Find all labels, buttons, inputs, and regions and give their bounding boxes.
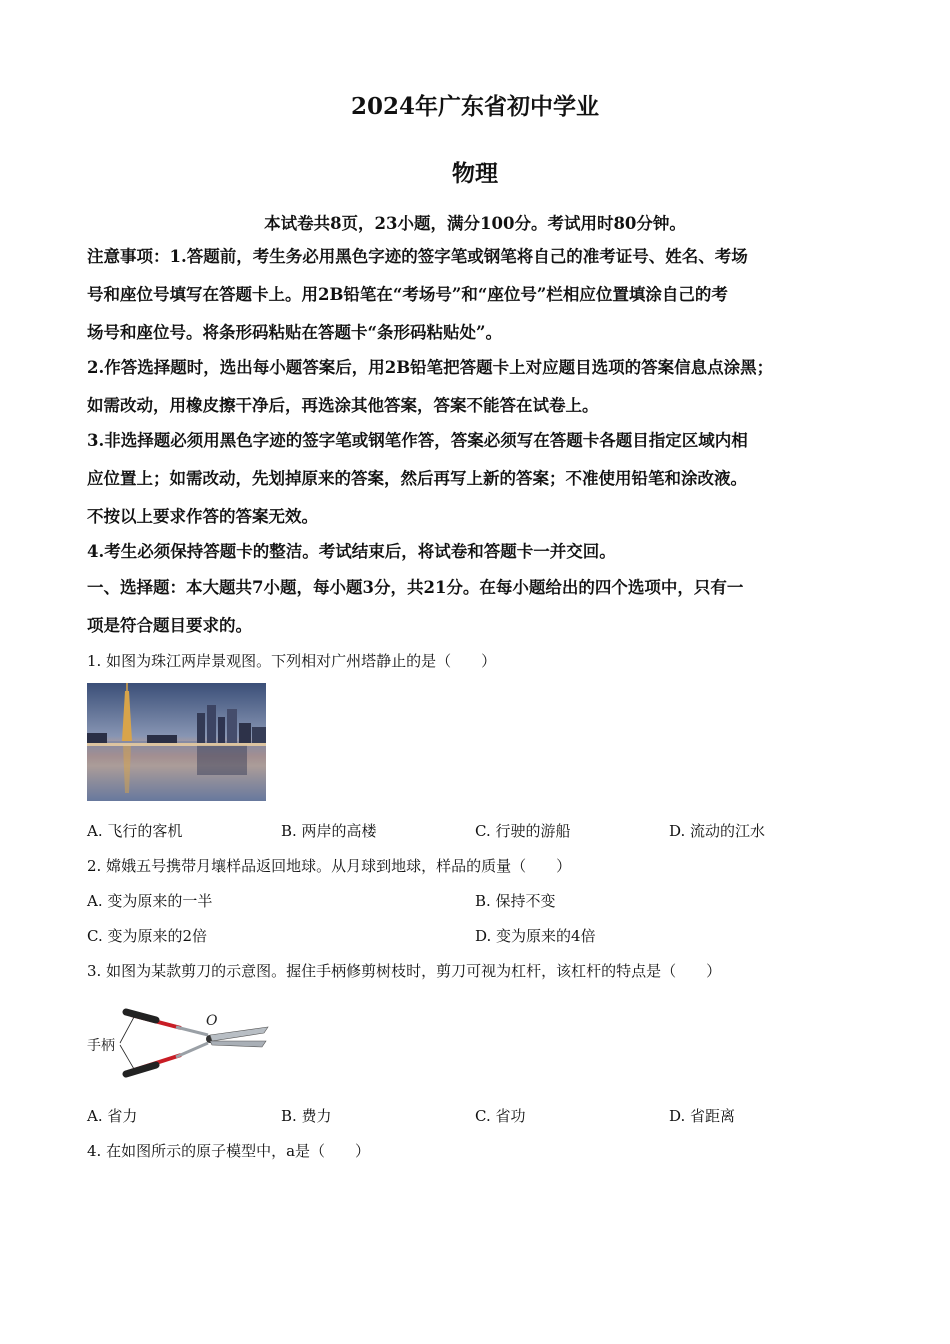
- option-b: B. 保持不变: [475, 892, 556, 910]
- option-d: D. 流动的江水: [669, 822, 766, 840]
- note-line: 注意事项：1.答题前，考生务必用黑色字迹的签字笔或钢笔将自己的准考证号、姓名、考场: [87, 247, 748, 266]
- question-stem: 1. 如图为珠江两岸景观图。下列相对广州塔静止的是（ ）: [87, 652, 497, 670]
- note-line: 不按以上要求作答的答案无效。: [87, 507, 318, 526]
- note-line: 应位置上；如需改动，先划掉原来的答案，然后再写上新的答案；不准使用铅笔和涂改液。: [87, 469, 747, 488]
- option-b: B. 两岸的高楼: [281, 822, 377, 840]
- pivot-label: O: [206, 1013, 218, 1029]
- subject-title: 物理: [452, 160, 498, 187]
- note-line: 场号和座位号。将条形码粘贴在答题卡“条形码粘贴处”。: [87, 323, 502, 342]
- option-a: A. 飞行的客机: [87, 822, 183, 840]
- option-c: C. 变为原来的2倍: [87, 927, 208, 945]
- hedge-shears-figure: [86, 1003, 271, 1081]
- pearl-river-photo: [87, 683, 266, 801]
- option-a: A. 省力: [87, 1107, 138, 1125]
- note-line: 4.考生必须保持答题卡的整洁。考试结束后，将试卷和答题卡一并交回。: [87, 542, 616, 561]
- note-line: 3.非选择题必须用黑色字迹的签字笔或钢笔作答，答案必须写在答题卡各题目指定区域内相: [87, 431, 748, 450]
- question-stem: 4. 在如图所示的原子模型中，a是（ ）: [87, 1142, 371, 1160]
- option-b: B. 费力: [281, 1107, 332, 1125]
- section-heading: 一、选择题：本大题共7小题，每小题3分，共21分。在每小题给出的四个选项中，只有一: [87, 578, 744, 597]
- question-stem: 2. 嫦娥五号携带月壤样品返回地球。从月球到地球，样品的质量（ ）: [87, 857, 572, 875]
- option-d: D. 省距离: [669, 1107, 736, 1125]
- option-c: C. 省功: [475, 1107, 526, 1125]
- handle-label: 手柄: [87, 1038, 115, 1054]
- option-d: D. 变为原来的4倍: [475, 927, 596, 945]
- exam-title: 2024年广东省初中学业: [350, 93, 599, 120]
- option-c: C. 行驶的游船: [475, 822, 571, 840]
- note-line: 2.作答选择题时，选出每小题答案后，用2B铅笔把答题卡上对应题目选项的答案信息点涂黑；: [87, 358, 774, 377]
- option-a: A. 变为原来的一半: [87, 892, 213, 910]
- question-stem: 3. 如图为某款剪刀的示意图。握住手柄修剪树枝时，剪刀可视为杠杆，该杠杆的特点是（ ）: [87, 962, 722, 980]
- note-line: 如需改动，用橡皮擦干净后，再选涂其他答案，答案不能答在试卷上。: [87, 396, 599, 415]
- section-heading: 项是符合题目要求的。: [87, 616, 252, 635]
- note-line: 号和座位号填写在答题卡上。用2B铅笔在“考场号”和“座位号”栏相应位置填涂自己的考: [87, 285, 728, 304]
- exam-info: 本试卷共8页，23小题，满分100分。考试用时80分钟。: [264, 214, 686, 233]
